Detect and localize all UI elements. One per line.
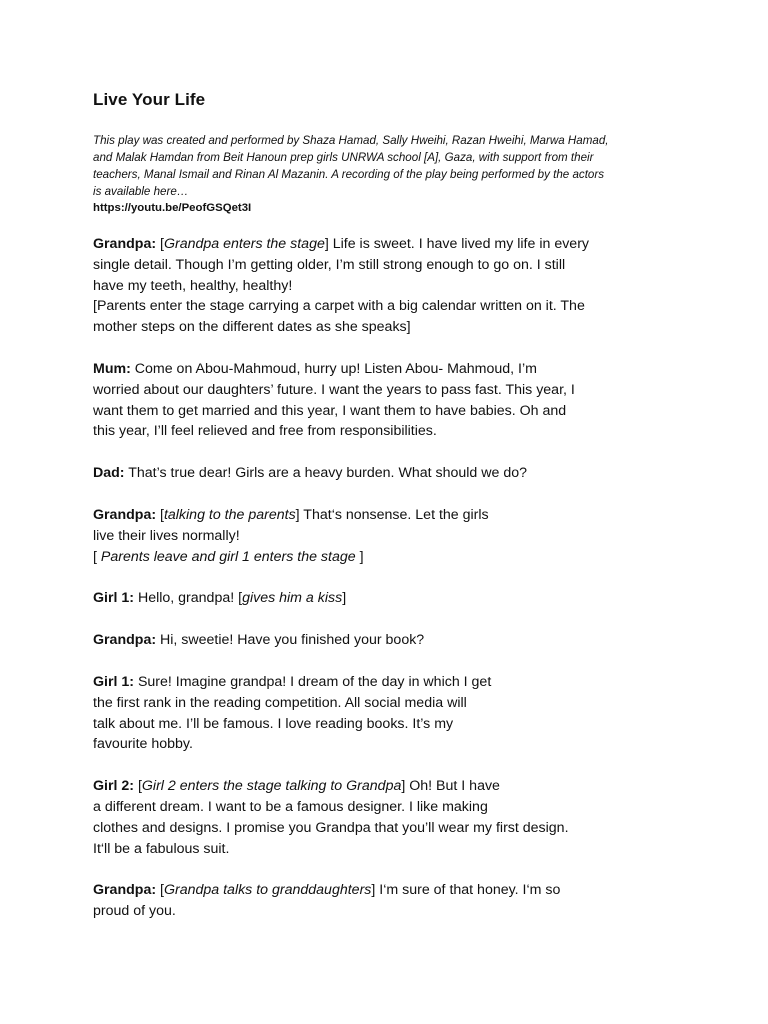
dialogue-text: Hello, grandpa! [ [134,590,243,607]
intro-line: and Malak Hamdan from Beit Hanoun prep girls UNRWA school [A], Gaza, with support from their [93,151,594,164]
stage-direction: gives him a kiss [242,590,343,607]
dialogue-line [93,463,683,484]
dialogue-line [93,359,683,380]
stage-direction: Girl 2 enters the stage talking to Grandpa [141,778,402,795]
dialogue-line: clothes and designs. I promise you Grandpa that you’ll wear my first design. [93,819,569,836]
dialogue-text: That’s true dear! Girls are a heavy burden. What should we do? [124,465,527,482]
video-link[interactable]: https://youtu.be/PeofGSQet3I [93,202,252,214]
intro-line: is available here… [93,185,189,198]
dialogue-line: talk about me. I’ll be famous. I love reading books. It’s my [93,715,454,732]
dialogue-line [93,776,683,797]
bracket-text: ] [355,548,364,565]
speaker-name: Dad: [93,465,125,482]
speaker-name: Mum: [93,360,131,377]
speaker-name: Grandpa: [93,236,157,252]
dialogue-text: ] Oh! But I have [401,778,500,795]
intro-line: This play was created and performed by Shaza Hamad, Sally Hweihi, Razan Hweihi, Marwa Hamad, [93,134,609,147]
speaker-name: Grandpa: [93,632,157,649]
dialogue-line: single detail. Though I’m getting older, I’m still strong enough to go on. I still [93,256,566,273]
dialogue-text: Sure! Imagine grandpa! I dream of the day in which I get [134,673,492,690]
stage-direction: Grandpa talks to granddaughters [163,882,372,899]
intro-paragraph [93,132,693,217]
dialogue-line [93,672,683,693]
dialogue-line [93,630,683,651]
stage-note-line: mother steps on the different dates as she speaks] [93,319,411,336]
dialogue-dad [93,463,683,484]
dialogue-line: proud of you. [93,903,176,920]
stage-note-line: [Parents enter the stage carrying a carpet with a big calendar written on it. The [93,298,585,315]
bracket-text: [ [156,506,164,523]
dialogue-grandpa-3 [93,630,683,651]
dialogue-text: Hi, sweetie! Have you finished your book? [156,632,425,649]
dialogue-line: this year, I’ll feel relieved and free from responsibilities. [93,423,437,440]
dialogue-line: the first rank in the reading competition. All social media will [93,694,467,711]
bracket-text: [ [93,548,101,565]
dialogue-line: It‘ll be a fabulous suit. [93,840,230,857]
dialogue-grandpa-2 [93,505,683,567]
bracket-text: ] [342,590,347,607]
dialogue-line [93,880,683,901]
speaker-name: Grandpa: [93,506,157,523]
speaker-name: Girl 1: [93,673,134,690]
speaker-name: Grandpa: [93,882,157,899]
bracket-text: [ [134,778,142,795]
dialogue-mum [93,359,683,442]
stage-direction: Grandpa enters the stage [163,236,325,252]
dialogue-line [93,505,683,526]
stage-note-line [93,547,683,568]
dialogue-line: favourite hobby. [93,736,193,753]
dialogue-girl1-1 [93,588,683,609]
dialogue-text: ] Life is sweet. I have lived my life in every [324,236,590,252]
dialogue-grandpa-4 [93,880,683,922]
bracket-text: [ [156,882,164,899]
document-title: Live Your Life [93,90,206,109]
dialogue-line: a different dream. I want to be a famous designer. I like making [93,798,488,815]
speaker-name: Girl 2: [93,778,134,795]
dialogue-line: have my teeth, healthy, healthy! [93,277,293,294]
dialogue-girl2 [93,776,683,859]
dialogue-line [93,234,683,255]
dialogue-grandpa-1 [93,234,683,338]
bracket-text: [ [156,236,164,252]
stage-direction: Parents leave and girl 1 enters the stage [100,548,356,565]
dialogue-line: live their lives normally! [93,527,240,544]
dialogue-text: ] That‘s nonsense. Let the girls [295,506,489,523]
dialogue-line: want them to get married and this year, I want them to have babies. Oh and [93,402,567,419]
dialogue-line [93,588,683,609]
dialogue-girl1-2 [93,672,683,755]
dialogue-text: ] I‘m sure of that honey. I‘m so [371,882,561,899]
stage-direction: talking to the parents [163,506,296,523]
intro-line: teachers, Manal Ismail and Rinan Al Mazanin. A recording of the play being performed by the actors [93,168,605,181]
play-script [93,234,683,943]
dialogue-line: worried about our daughters’ future. I want the years to pass fast. This year, I [93,381,575,398]
dialogue-text: Come on Abou-Mahmoud, hurry up! Listen Abou- Mahmoud, I’m [130,360,537,377]
speaker-name: Girl 1: [93,590,134,607]
